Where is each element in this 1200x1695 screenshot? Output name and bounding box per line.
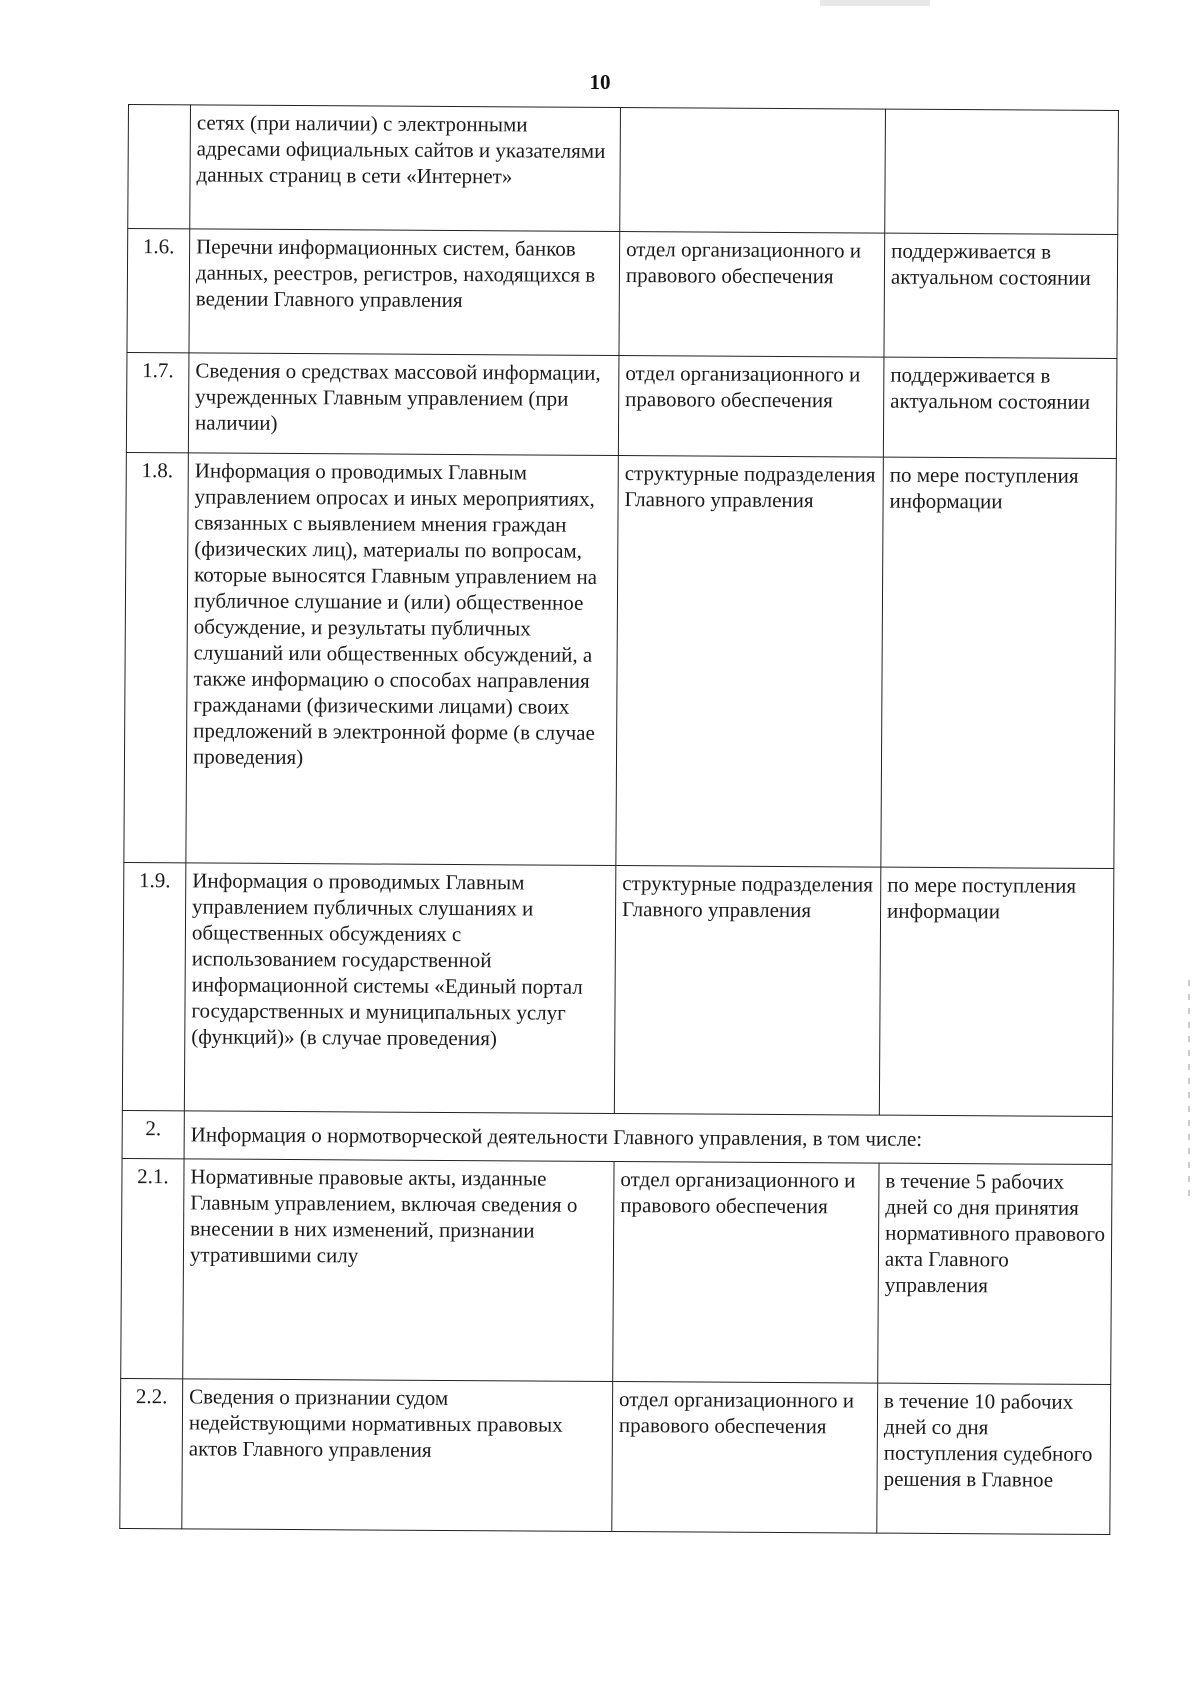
info-cell: Перечни информационных систем, банков данных, реестров, регистров, находящихся в ведении Главного управления	[189, 229, 620, 356]
timing-cell: в течение 5 рабочих дней со дня принятия нормативного правового акта Главного управления	[878, 1163, 1112, 1384]
row-number: 1.8.	[124, 452, 189, 862]
scan-artifact	[820, 0, 930, 6]
table-row	[120, 1378, 1111, 1534]
info-cell: Нормативные правовые акты, изданные Главным управлением, включая сведения о внесении в них изменений, признании утратившими силу	[183, 1159, 614, 1382]
info-cell: Сведения о средствах массовой информации, учрежденных Главным управлением (при наличии)	[188, 353, 619, 456]
timing-cell: по мере поступления информации	[879, 867, 1114, 1116]
timing-cell: по мере поступления информации	[881, 457, 1117, 868]
responsible-cell: отдел организационного и правового обеспечения	[618, 356, 884, 458]
responsible-cell: структурные подразделения Главного управления	[614, 865, 881, 1115]
section-row	[122, 1110, 1112, 1164]
responsible-cell: структурные подразделения Главного управления	[616, 456, 883, 868]
info-cell: Информация о проводимых Главным управлением публичных слушаниях и общественных обсуждениях с использованием государственной информационной системы «Единый портал государственных и муниципальных услуг (функций)» (в случае проведения)	[184, 863, 616, 1114]
row-number: 2.	[122, 1110, 184, 1158]
timing-cell: в течение 10 рабочих дней со дня поступления судебного решения в Главное	[877, 1383, 1111, 1534]
table-row	[127, 229, 1118, 359]
responsible-cell	[620, 108, 886, 234]
row-number	[128, 105, 191, 229]
information-table	[119, 104, 1119, 1535]
row-number: 2.2.	[120, 1378, 183, 1528]
responsible-cell: отдел организационного и правового обеспечения	[619, 232, 885, 358]
table-row	[126, 352, 1117, 458]
info-cell: Сведения о признании судом недействующими нормативных правовых актов Главного управления	[182, 1379, 613, 1532]
info-cell: сетях (при наличии) с электронными адресами официальных сайтов и указателями данных страниц в сети «Интернет»	[190, 105, 621, 232]
timing-cell: поддерживается в актуальном состоянии	[884, 233, 1118, 358]
page-number: 10	[589, 70, 611, 94]
timing-cell	[885, 109, 1119, 234]
row-number: 1.9.	[122, 862, 186, 1110]
table-row	[124, 452, 1116, 868]
info-cell: Информация о проводимых Главным управлением опросах и иных мероприятиях, связанных с выявлением мнения граждан (физических лиц), материалы по вопросам, которые выносятся Главным управлением на публичное слушание и (или) общественное обсуждение, и результаты публичных слушаний или общественных обсуждений, а также информацию о способах направления гражданами (физическими лицами) своих предложений в электронной форме (в случае проведения)	[186, 453, 618, 866]
row-number: 1.7.	[126, 352, 189, 452]
section-heading: Информация о нормотворческой деятельности Главного управления, в том числе:	[184, 1111, 1112, 1165]
timing-cell: поддерживается в актуальном состоянии	[883, 357, 1117, 458]
row-number: 2.1.	[121, 1158, 184, 1378]
table-row	[128, 105, 1119, 235]
table-row	[121, 1158, 1112, 1384]
row-number: 1.6.	[127, 229, 190, 353]
table-row	[122, 862, 1113, 1116]
scan-edge-artifact	[1188, 980, 1190, 1200]
responsible-cell: отдел организационного и правового обеспечения	[613, 1161, 879, 1383]
responsible-cell: отдел организационного и правового обеспечения	[612, 1381, 878, 1533]
